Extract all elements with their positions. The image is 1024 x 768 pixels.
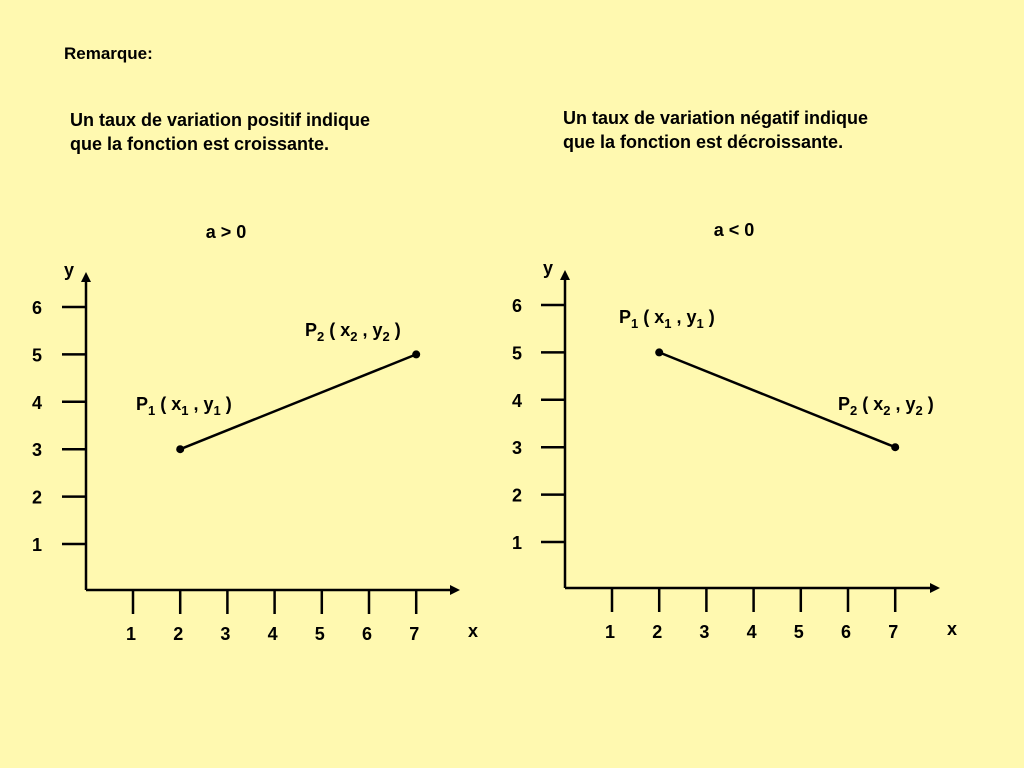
point-marker (176, 445, 184, 453)
condition-label: a > 0 (205, 222, 247, 242)
y-axis-label: y (542, 258, 554, 278)
x-axis-label: x (946, 619, 958, 639)
page-title: Remarque: (64, 44, 153, 63)
y-tick-label: 5 (511, 343, 523, 364)
x-tick-label: 5 (793, 622, 804, 642)
x-tick-label: 6 (361, 624, 373, 644)
negative-rate-description: Un taux de variation négatif indique que la fonction est décroissante. (563, 108, 869, 152)
x-tick-label: 7 (888, 622, 899, 642)
x-tick-label: 5 (314, 624, 325, 644)
y-tick-label: 3 (511, 438, 523, 459)
y-tick-label: 3 (31, 440, 43, 461)
y-tick-label: 6 (511, 296, 523, 316)
condition-label: a < 0 (713, 220, 755, 240)
graph-decreasing (512, 220, 957, 642)
x-tick-label: 1 (604, 622, 616, 642)
y-axis-label: y (63, 260, 75, 280)
y-tick-label: 1 (511, 533, 523, 553)
x-tick-label: 4 (267, 624, 278, 644)
y-axis-arrow-icon (560, 270, 570, 280)
point-marker (412, 350, 420, 358)
x-axis-label: x (467, 621, 479, 641)
y-tick-label: 2 (511, 485, 523, 506)
x-tick-label: 6 (840, 622, 852, 642)
positive-rate-description: Un taux de variation positif indique que la fonction est croissante. (70, 110, 371, 154)
point-label: $P_1$ ( $x_1$ , $y_1$ ) (136, 394, 232, 418)
y-tick-label: 5 (31, 345, 43, 366)
function-line (180, 354, 416, 449)
y-tick-label: 4 (31, 392, 43, 413)
x-tick-label: 7 (409, 624, 420, 644)
x-axis-arrow-icon (450, 585, 460, 595)
y-tick-label: 6 (31, 298, 43, 318)
y-tick-label: 1 (31, 535, 43, 555)
x-tick-label: 2 (173, 624, 184, 644)
x-tick-label: 2 (652, 622, 663, 642)
x-axis-arrow-icon (930, 583, 940, 593)
x-tick-label: 1 (125, 624, 137, 644)
point-label: $P_1$ ( $x_1$ , $y_1$ ) (619, 307, 715, 331)
x-tick-label: 3 (220, 624, 231, 644)
x-tick-label: 3 (699, 622, 710, 642)
point-marker (891, 443, 899, 451)
y-axis-arrow-icon (81, 272, 91, 282)
point-label: $P_2$ ( $x_2$ , $y_2$ ) (305, 320, 401, 344)
y-tick-label: 2 (31, 487, 43, 508)
point-label: $P_2$ ( $x_2$ , $y_2$ ) (838, 394, 934, 418)
graph-increasing (32, 222, 478, 644)
y-tick-label: 4 (511, 390, 523, 411)
x-tick-label: 4 (746, 622, 757, 642)
point-marker (655, 348, 663, 356)
